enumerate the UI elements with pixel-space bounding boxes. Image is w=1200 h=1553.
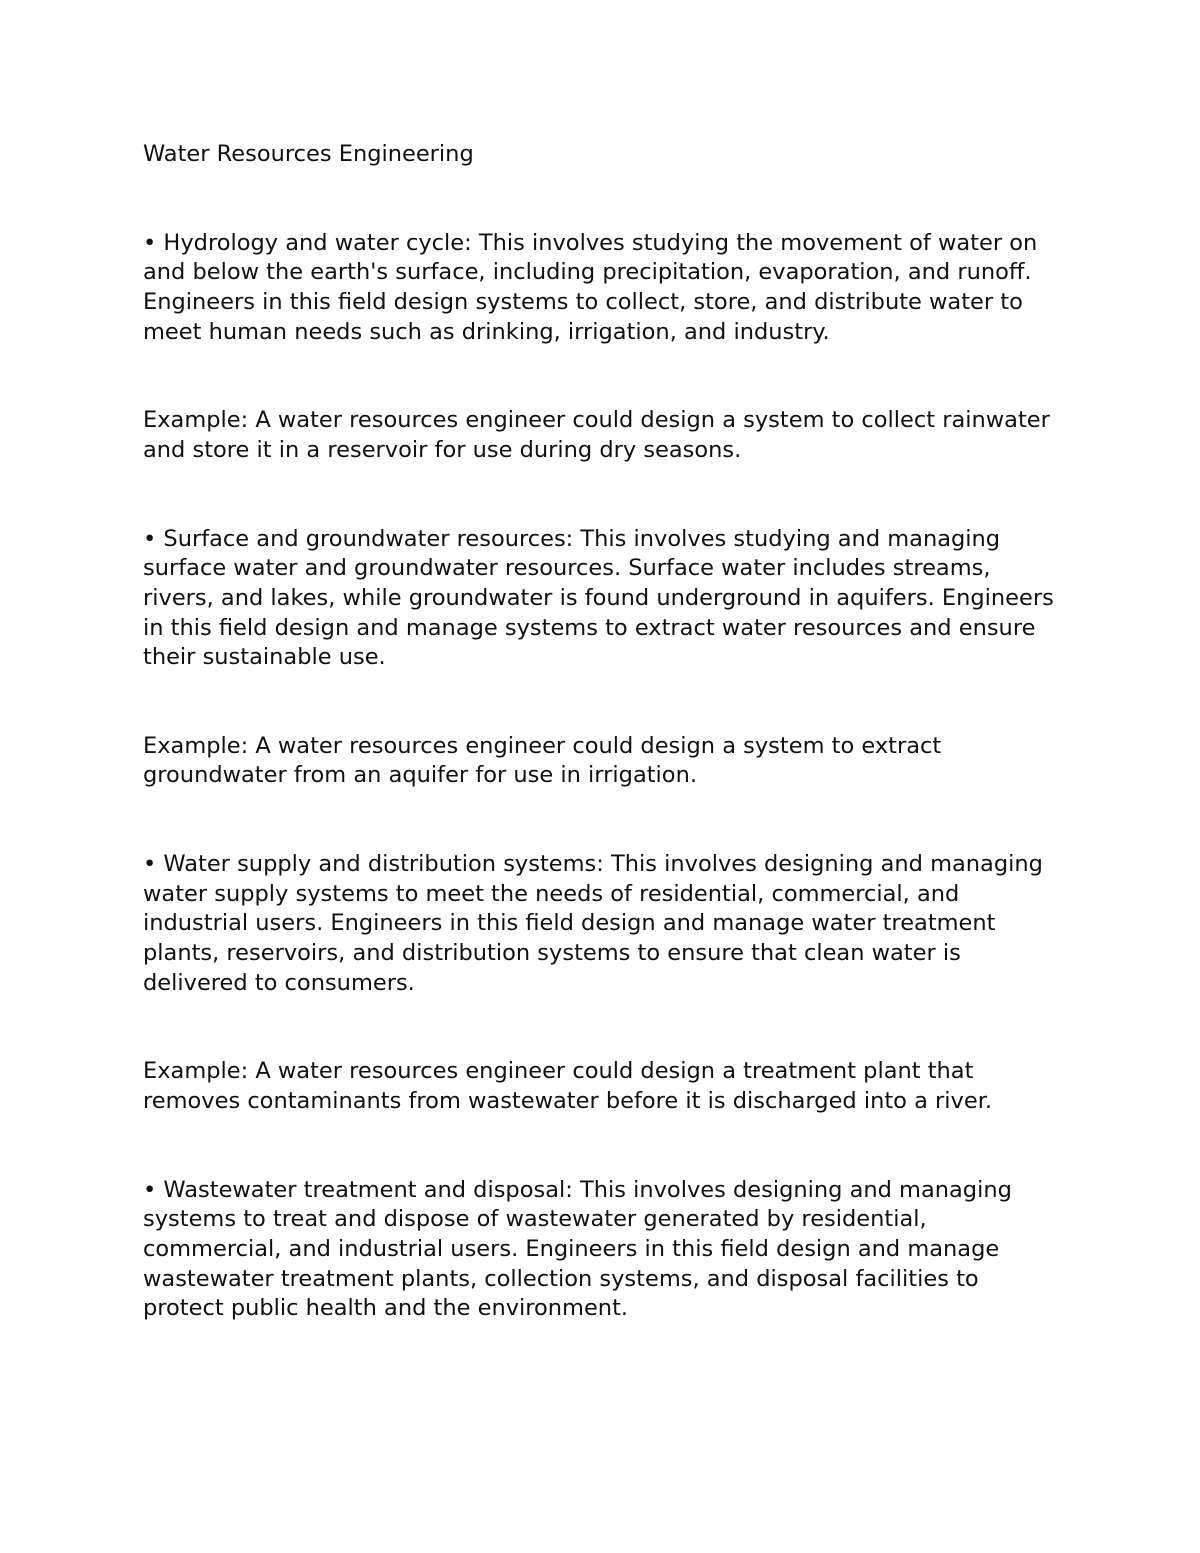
paragraph-example-groundwater: Example: A water resources engineer could design a system to extract groundwater from an aquifer for use in irrigation. <box>143 732 942 789</box>
paragraph-example-treatment: Example: A water resources engineer could design a treatment plant that removes contaminants from wastewater before it is discharged into a river. <box>143 1058 993 1114</box>
paragraph-water-supply: • Water supply and distribution systems: This involves designing and managing water supply systems to meet the needs of residential, commercial, and industrial users. Engineers in this field design and manage water treatment plants, reservoirs, and distribution systems to ensure that clean water is delivered to consumers. <box>143 851 1043 996</box>
paragraph-wastewater: • Wastewater treatment and disposal: This involves designing and managing systems to treat and dispose of wastewater generated by residential, commercial, and industrial users. Engineers in this field design and manage wastewater treatment plants, collection systems, and disposal facilities to protect public health and the environment. <box>143 1176 1012 1322</box>
document-body <box>143 140 1063 1324</box>
document-title: Water Resources Engineering <box>143 141 474 167</box>
paragraph-example-rainwater: Example: A water resources engineer could design a system to collect rainwater and store it in a reservoir for use during dry seasons. <box>143 407 1050 463</box>
paragraph-surface-groundwater: • Surface and groundwater resources: This involves studying and managing surface water and groundwater resources. Surface water includes streams, rivers, and lakes, while groundwater is found underground in aquifers. Engineers in this field design and manage systems to extract water resources and ensure their sustainable use. <box>143 525 1054 671</box>
paragraph-hydrology: • Hydrology and water cycle: This involves studying the movement of water on and below the earth's surface, including precipitation, evaporation, and runoff. Engineers in this field design systems to collect, store, and distribute water to meet human needs such as drinking, irrigation, and industry. <box>143 229 1038 345</box>
